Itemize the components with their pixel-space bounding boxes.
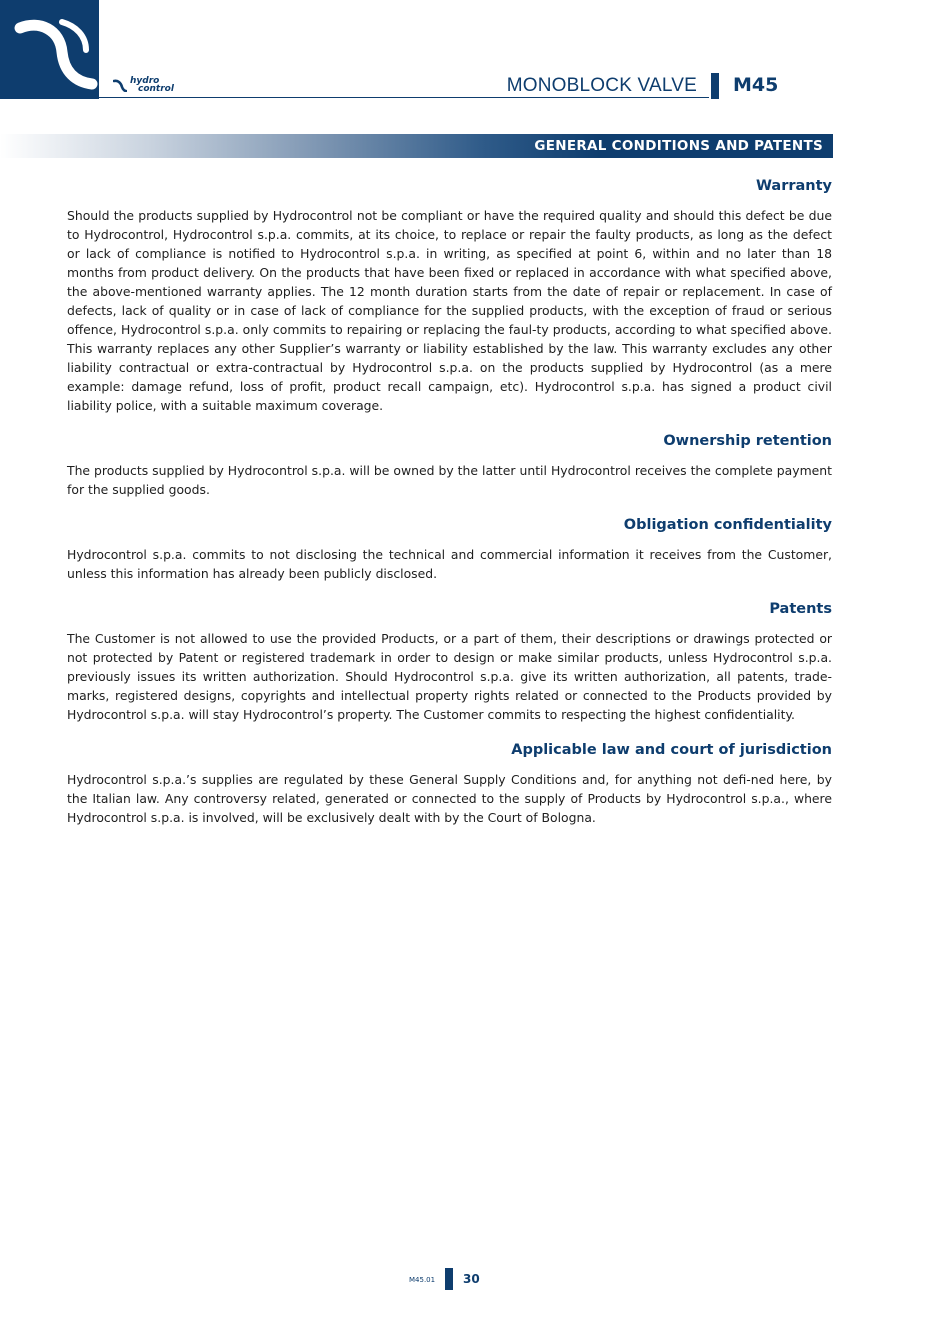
section-title: GENERAL CONDITIONS AND PATENTS bbox=[534, 138, 823, 154]
footer-separator-bar bbox=[445, 1268, 453, 1290]
document-title: MONOBLOCK VALVE bbox=[506, 75, 697, 96]
heading-warranty: Warranty bbox=[755, 178, 832, 194]
section-band bbox=[0, 134, 833, 158]
logo-block bbox=[0, 0, 99, 99]
wave-logo-icon bbox=[0, 0, 99, 99]
page-number: 30 bbox=[463, 1272, 480, 1286]
title-separator-bar bbox=[711, 73, 719, 99]
content bbox=[67, 176, 832, 843]
brand-line1: hydro bbox=[130, 76, 160, 86]
paragraph-ownership-retention: The products supplied by Hydrocontrol s.p.a. will be owned by the latter until Hydrocontrol receives the complete payment for the supplied goods. bbox=[67, 463, 832, 497]
brand-line2: control bbox=[138, 84, 174, 94]
paragraph-patents: The Customer is not allowed to use the provided Products, or a part of them, their descriptions or drawings protected or not protected by Patent or registered trademark in order to design or make similar products, unless Hydrocontrol s.p.a. previously issues its written authorization. Should Hydrocontrol s.p.a. give its written authorization, all patents, trade-marks, registered designs, copyrights and intellectual property rights related or connected to the Products provided by Hydrocontrol s.p.a. will stay Hydrocontrol’s property. The Customer commits to respecting the highest confidentiality. bbox=[67, 631, 832, 722]
document-code: M45 bbox=[733, 74, 779, 96]
heading-obligation-confidentiality: Obligation confidentiality bbox=[623, 517, 832, 533]
paragraph-applicable-law: Hydrocontrol s.p.a.’s supplies are regulated by these General Supply Conditions and, for anything not defi-ned here, by the Italian law. Any controversy related, generated or connected to the supply of Products by Hydrocontrol s.p.a., where Hydrocontrol s.p.a. is involved, will be exclusively dealt with by the Court of Bologna. bbox=[67, 772, 832, 825]
brand-name bbox=[130, 77, 174, 93]
heading-patents: Patents bbox=[769, 601, 832, 617]
brand-wave-icon bbox=[113, 78, 127, 92]
page-footer bbox=[0, 1268, 945, 1292]
header-rule bbox=[99, 97, 709, 98]
heading-ownership-retention: Ownership retention bbox=[663, 433, 832, 449]
paragraph-warranty: Should the products supplied by Hydrocontrol not be compliant or have the required quality and should this defect be due to Hydrocontrol, Hydrocontrol s.p.a. commits, at its choice, to replace or repair the faulty products, as long as the defect or lack of compliance is notified to Hydrocontrol s.p.a. in writing, as specified at point 6, within and no later than 18 months from product delivery. On the products that have been fixed or replaced in accordance with what specified above, the above-mentioned warranty applies. The 12 month duration starts from the date of repair or replacement. In case of defects, lack of quality or in case of lack of compliance for the supplied products, with the exception of fraud or serious offence, Hydrocontrol s.p.a. only commits to repairing or replacing the faul-ty products, according to what specified above. This warranty replaces any other Supplier’s warranty or liability established by the law. This warranty excludes any other liability contractual or extra-contractual by Hydrocontrol s.p.a. on the products supplied by Hydrocontrol (as a mere example: damage refund, loss of profit, product recall campaign, etc). Hydrocontrol s.p.a. has signed a product civil liability police, with a suitable maximum coverage. bbox=[67, 208, 832, 413]
brand-logo bbox=[113, 75, 174, 95]
footer-doc-code: M45.01 bbox=[409, 1276, 436, 1284]
heading-applicable-law: Applicable law and court of jurisdiction bbox=[511, 742, 832, 758]
paragraph-obligation-confidentiality: Hydrocontrol s.p.a. commits to not disclosing the technical and commercial information it receives from the Customer, unless this information has already been publicly disclosed. bbox=[67, 547, 832, 581]
